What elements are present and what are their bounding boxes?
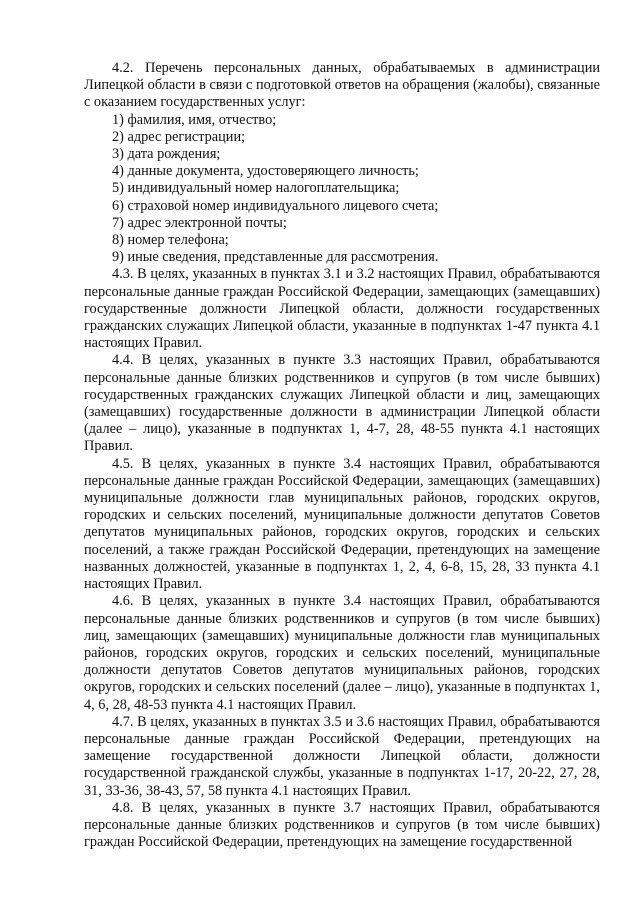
- paragraph-4-7: 4.7. В целях, указанных в пунктах 3.5 и 3.6 настоящих Правил, обрабатываются персональные данные граждан Российской Федерации, претендующих на замещение государственной должности Липецкой области, должности государственной гражданской службы, указанные в подпунктах 1-17, 20-22, 27, 28, 31, 33-36, 38-43, 57, 58 пункта 4.1 настоящих Правил.: [84, 713, 600, 799]
- paragraph-4-5: 4.5. В целях, указанных в пункте 3.4 настоящих Правил, обрабатываются персональные данные граждан Российской Федерации, замещающих (замещавших) муниципальные должности глав муниципальных районов, городских округов, городских и сельских поселений, муниципальные должности депутатов Советов депутатов муниципальных районов, городских округов, городских и сельских поселений, а также граждан Российской Федерации, претендующих на замещение названных должностей, указанные в подпунктах 1, 2, 4, 6-8, 15, 28, 33 пункта 4.1 настоящих Правил.: [84, 455, 600, 593]
- personal-data-list: [84, 112, 600, 267]
- list-item: 7) адрес электронной почты;: [112, 214, 287, 231]
- list-item: 4) данные документа, удостоверяющего личность;: [112, 163, 419, 180]
- list-item: 6) страховой номер индивидуального лицевого счета;: [112, 197, 439, 214]
- paragraph-4-4: 4.4. В целях, указанных в пункте 3.3 настоящих Правил, обрабатываются персональные данные близких родственников и супругов (в том числе бывших) государственных гражданских служащих Липецкой области и лиц, замещающих (замещавших) государственные должности в администрации Липецкой области (далее – лицо), указанные в подпунктах 1, 4-7, 28, 48-55 пункта 4.1 настоящих Правил.: [84, 352, 600, 455]
- list-item: 2) адрес регистрации;: [112, 128, 246, 145]
- list-item: 5) индивидуальный номер налогоплательщика;: [112, 180, 400, 197]
- paragraph-4-2: 4.2. Перечень персональных данных, обрабатываемых в администрации Липецкой области в связи с подготовкой ответов на обращения (жалобы), связанные с оказанием государственных услуг:: [84, 60, 600, 111]
- list-item: 1) фамилия, имя, отчество;: [112, 111, 277, 128]
- list-item: 3) дата рождения;: [112, 146, 221, 163]
- list-item: 8) номер телефона;: [112, 232, 229, 249]
- paragraph-4-3: 4.3. В целях, указанных в пунктах 3.1 и 3.2 настоящих Правил, обрабатываются персональные данные граждан Российской Федерации, замещающих (замещавших) государственные должности Липецкой области, должности государственных гражданских служащих Липецкой области, указанные в подпунктах 1-47 пункта 4.1 настоящих Правил.: [84, 266, 600, 352]
- list-item: 9) иные сведения, представленные для рассмотрения.: [112, 249, 439, 266]
- paragraph-4-8: 4.8. В целях, указанных в пункте 3.7 настоящих Правил, обрабатываются персональные данные близких родственников и супругов (в том числе бывших) граждан Российской Федерации, претендующих на замещение государственной: [84, 799, 600, 851]
- paragraph-4-6: 4.6. В целях, указанных в пункте 3.4 настоящих Правил, обрабатываются персональные данные близких родственников и супругов (в том числе бывших) лиц, замещающих (замещавших) муниципальные должности глав муниципальных районов, городских округов, городских и сельских поселений, муниципальные должности депутатов Советов депутатов муниципальных районов, городских округов, городских и сельских поселений (далее – лицо), указанные в подпунктах 1, 4, 6, 28, 48-53 пункта 4.1 настоящих Правил.: [84, 593, 600, 713]
